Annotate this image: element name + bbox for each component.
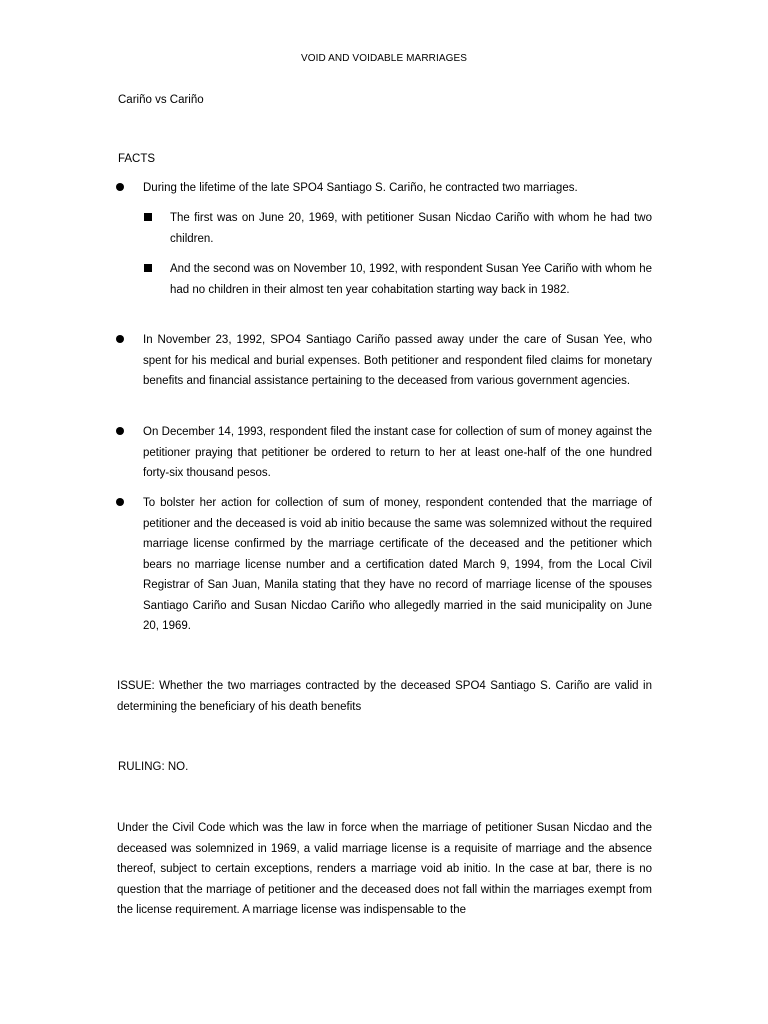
issue-paragraph: ISSUE: Whether the two marriages contracted by the deceased SPO4 Santiago S. Cariño are valid in determining the beneficiary of his death benefits xyxy=(117,680,652,713)
fact-subitem-1: The first was on June 20, 1969, with petitioner Susan Nicdao Cariño with whom he had two children. xyxy=(170,212,652,245)
facts-heading: FACTS xyxy=(118,153,156,165)
ruling-body-paragraph: Under the Civil Code which was the law in force when the marriage of petitioner Susan Nicdao and the deceased was solemnized in 1969, a valid marriage license is a requisite of marriage and the absence thereof, subject to certain exceptions, renders a marriage void ab initio. In the case at bar, there is no question that the marriage of petitioner and the deceased does not fall within the marriages exempt from the license requirement. A marriage license was indispensable to the xyxy=(117,822,652,916)
fact-item-3: On December 14, 1993, respondent filed the instant case for collection of sum of money against the petitioner praying that petitioner be ordered to return to her at least one-half of the one hundred forty-six thousand pesos. xyxy=(143,426,652,479)
case-name: Cariño vs Cariño xyxy=(118,94,204,106)
fact-item-1: During the lifetime of the late SPO4 Santiago S. Cariño, he contracted two marriages. xyxy=(143,182,578,194)
bullet-round-icon xyxy=(116,498,124,506)
bullet-square-icon xyxy=(144,213,152,221)
bullet-square-icon xyxy=(144,264,152,272)
fact-item-4: To bolster her action for collection of sum of money, respondent contended that the marriage of petitioner and the deceased is void ab initio because the same was solemnized without the required marriage license confirmed by the marriage certificate of the deceased and the petitioner which bears no marriage license number and a certification dated March 9, 1994, from the Local Civil Registrar of San Juan, Manila stating that they have no record of marriage license of the spouses Santiago Cariño and Susan Nicdao Cariño who allegedly married in the said municipality on June 20, 1969. xyxy=(143,497,652,632)
fact-subitem-2: And the second was on November 10, 1992, with respondent Susan Yee Cariño with whom he had no children in their almost ten year cohabitation starting way back in 1982. xyxy=(170,263,652,296)
bullet-round-icon xyxy=(116,335,124,343)
fact-item-2: In November 23, 1992, SPO4 Santiago Cariño passed away under the care of Susan Yee, who spent for his medical and burial expenses. Both petitioner and respondent filed claims for monetary benefits and financial assistance pertaining to the deceased from various government agencies. xyxy=(143,334,652,387)
document-title: VOID AND VOIDABLE MARRIAGES xyxy=(300,53,468,64)
ruling-heading: RULING: NO. xyxy=(118,761,189,773)
bullet-round-icon xyxy=(116,183,124,191)
bullet-round-icon xyxy=(116,427,124,435)
